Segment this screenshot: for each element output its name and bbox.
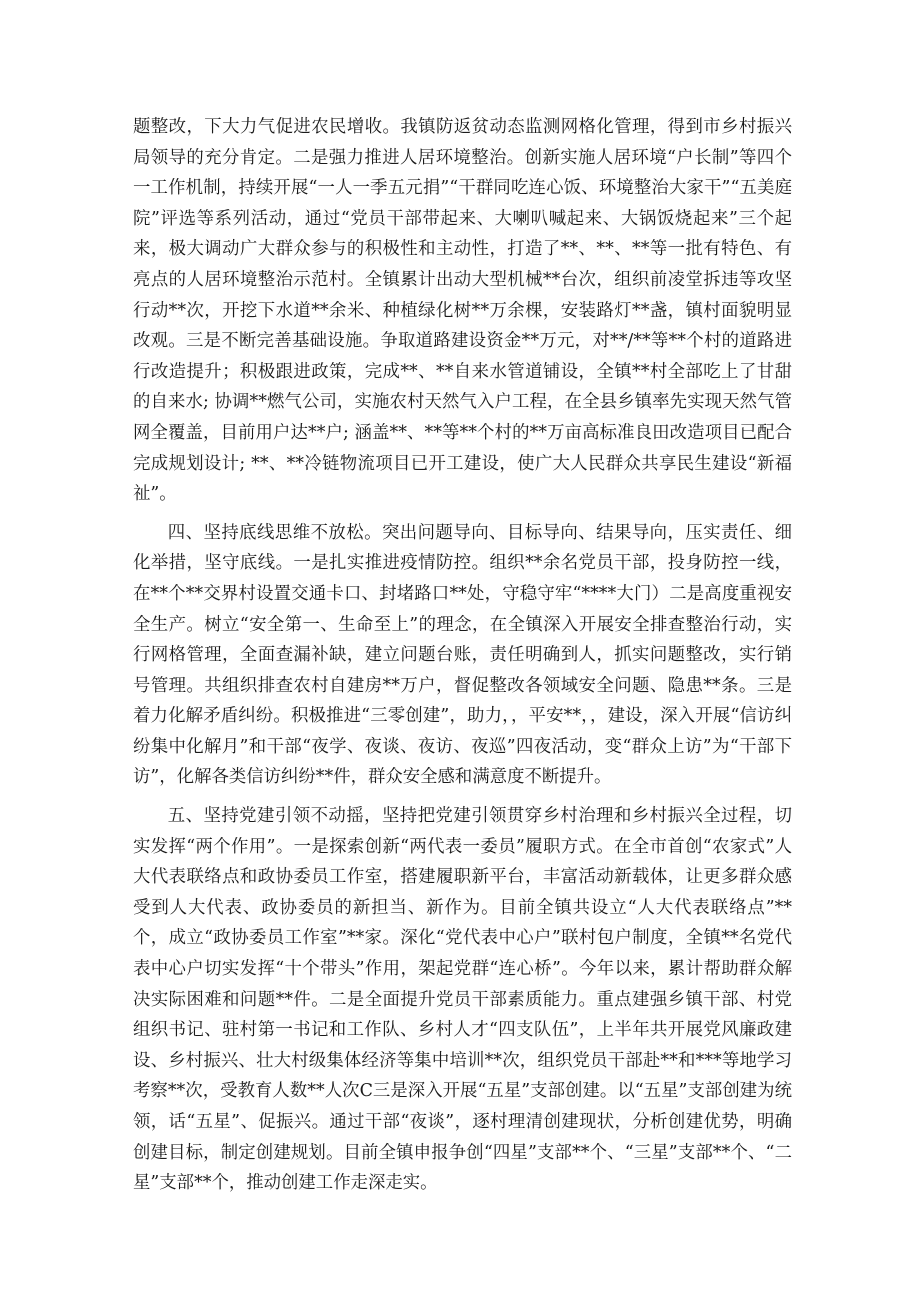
paragraph-section-five: 五、坚持党建引领不动摇，坚持把党建引领贯穿乡村治理和乡村振兴全过程，切实发挥“两个作用”。一是探索创新“两代表一委员”履职方式。在全市首创“农家式”人大代表联络点和政协委员工作室，搭建履职新平台，丰富活动新载体，让更多群众感受到人大代表、政协委员的新担当、新作为。目前全镇共设立“人大代表联络点”**个，成立“政协委员工作室”**家。深化“党代表中心户”联村包户制度，全镇**名党代表中心户切实发挥“十个带头”作用，架起党群“连心桥”。今年以来，累计帮助群众解决实际困难和问题**件。二是全面提升党员干部素质能力。重点建强乡镇干部、村党组织书记、驻村第一书记和工作队、乡村人才“四支队伍”，上半年共开展党风廉政建设、乡村振兴、壮大村级集体经济等集中培训**次，组织党员干部赴**和***等地学习考察**次，受教育人数**人次C三是深入开展“五星”支部创建。以“五星”支部创建为统领，话“五星”、促振兴。通过干部“夜谈”，逐村理清创建现状，分析创建优势，明确创建目标，制定创建规划。目前全镇申报争创“四星”支部**个、“三星”支部**个、“二星”支部**个，推动创建工作走深走实。: [133, 806, 792, 1194]
paragraph-continuation: 题整改，下大力气促进农民增收。我镇防返贫动态监测网格化管理，得到市乡村振兴局领导的充分肯定。二是强力推进人居环境整治。创新实施人居环境“户长制”等四个一工作机制，持续开展“一人一季五元捐”“干群同吃连心饭、环境整治大家干”“五美庭院”评选等系列活动，通过“党员干部带起来、大喇叭喊起来、大锅饭烧起来”三个起来，极大调动广大群众参与的积极性和主动性，打造了**、**、**等一批有特色、有亮点的人居环境整治示范村。全镇累计出动大型机械**台次，组织前凌堂拆违等攻坚行动**次，开挖下水道**余米、种植绿化树**万余棵，安装路灯**盏，镇村面貌明显改观。三是不断完善基础设施。争取道路建设资金**万元，对**/**等**个村的道路进行改造提升；积极跟进政策，完成**、**自来水管道铺设，全镇**村全部吃上了甘甜的自来水; 协调**燃气公司，实施农村天然气入户工程，在全县乡镇率先实现天然气管网全覆盖，目前用户达**户; 涵盖**、**等**个村的**万亩高标准良田改造项目已配合完成规划设计; **、**冷链物流项目已开工建设，使广大人民群众共享民生建设“新福祉”。: [133, 117, 792, 505]
document-body: [133, 112, 792, 1207]
paragraph-section-four: 四、坚持底线思维不放松。突出问题导向、目标导向、结果导向，压实责任、细化举措，坚守底线。一是扎实推进疫情防控。组织**余名党员干部，投身防控一线，在**个**交界村设置交通卡口、封堵路口**处，守稳守牢“****大门）二是高度重视安全生产。树立“安全第一、生命至上”的理念，在全镇深入开展安全排查整治行动，实行网格管理，全面查漏补缺，建立问题台账，责任明确到人，抓实问题整改，实行销号管理。共组织排查农村自建房**万户，督促整改各领域安全问题、隐患**条。三是着力化解矛盾纠纷。积极推进“三零创建”，助力，，平安**，，建设，深入开展“信访纠纷集中化解月”和干部“夜学、夜谈、夜访、夜巡”四夜活动，变“群众上访”为“干部下访”，化解各类信访纠纷**件，群众安全感和满意度不断提升。: [133, 522, 792, 788]
